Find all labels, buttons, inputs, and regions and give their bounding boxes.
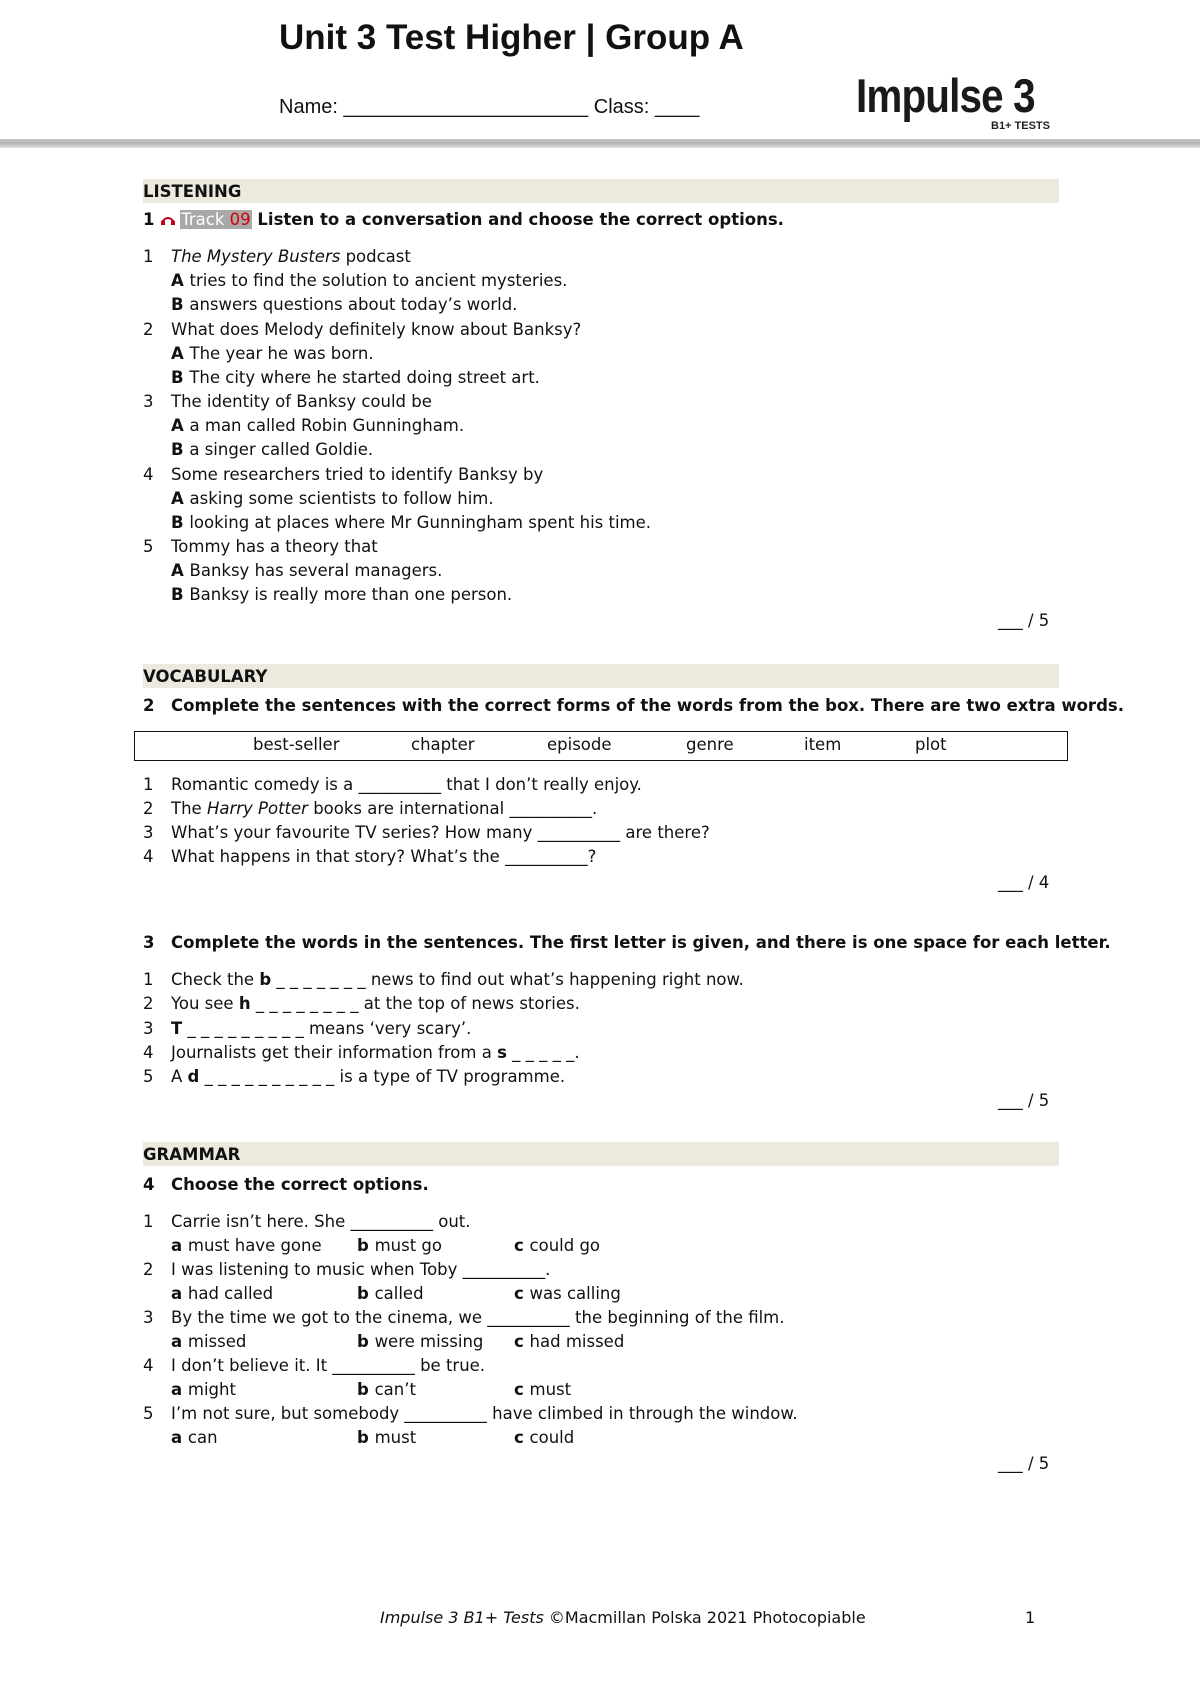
option-a[interactable] xyxy=(171,1234,322,1258)
item-text: Romantic comedy is a xyxy=(171,775,359,794)
option-text: The year he was born. xyxy=(189,343,374,363)
section-vocabulary xyxy=(143,664,1059,688)
footer xyxy=(380,1608,866,1627)
option-text: The city where he started doing street art. xyxy=(189,367,540,387)
footer-book-title: Impulse 3 B1+ Tests xyxy=(380,1608,544,1627)
item-text: that I don’t really enjoy. xyxy=(441,775,642,794)
section-listening xyxy=(143,179,1059,203)
logo-brand: Impulse 3 xyxy=(856,69,1035,122)
option-letter: b xyxy=(357,1332,375,1351)
item-text: You see xyxy=(171,994,239,1014)
first-letter: h xyxy=(238,994,251,1014)
item-stem: Tommy has a theory that xyxy=(171,537,378,556)
word-completion-item xyxy=(143,1017,471,1041)
item-stem: podcast xyxy=(340,247,411,266)
section-title: GRAMMAR xyxy=(143,1145,241,1164)
option-letter: A xyxy=(171,343,190,363)
exercise-number: 4 xyxy=(143,1175,155,1194)
item-number: 5 xyxy=(143,537,154,556)
option-text: might xyxy=(187,1380,236,1399)
option-b[interactable] xyxy=(171,293,517,317)
track-number: 09 xyxy=(229,210,251,229)
vocab-item xyxy=(143,797,597,821)
track-badge[interactable] xyxy=(180,210,251,229)
letter-gaps[interactable]: _ _ _ _ _ _ _ _ _ _ xyxy=(199,1067,335,1087)
item-stem: By the time we got to the cinema, we __________ the beginning of the film. xyxy=(171,1308,785,1327)
letter-gaps[interactable]: _ _ _ _ _ _ _ _ xyxy=(250,994,359,1014)
option-letter: b xyxy=(357,1284,375,1303)
item-number: 1 xyxy=(143,247,154,266)
option-text: missed xyxy=(187,1332,247,1351)
class-label: Class: xyxy=(593,96,650,118)
item-number: 3 xyxy=(143,823,154,842)
item-text: are there? xyxy=(620,823,710,842)
option-letter: a xyxy=(171,1428,188,1447)
score-listening: ___ / 5 xyxy=(998,611,1050,630)
name-blank: ______________________ xyxy=(343,96,589,118)
score-grammar: ___ / 5 xyxy=(998,1454,1050,1473)
page-number: 1 xyxy=(1025,1608,1036,1627)
option-b[interactable] xyxy=(357,1234,442,1258)
item-number: 2 xyxy=(143,799,154,818)
item-number: 4 xyxy=(143,1356,154,1375)
option-letter: b xyxy=(357,1236,375,1255)
item-text: A xyxy=(171,1067,188,1087)
instruction-text: Choose the correct options. xyxy=(171,1175,429,1194)
word-completion-item xyxy=(143,992,580,1016)
option-c[interactable] xyxy=(514,1330,624,1354)
vocab-item xyxy=(143,821,710,845)
option-a[interactable] xyxy=(171,559,442,583)
option-text: a man called Robin Gunningham. xyxy=(189,416,465,435)
listening-item xyxy=(143,463,543,487)
option-letter: b xyxy=(357,1380,375,1399)
listening-item xyxy=(143,390,432,414)
option-text: was calling xyxy=(529,1284,621,1303)
letter-gaps[interactable]: _ _ _ _ _ xyxy=(506,1042,575,1062)
grammar-item xyxy=(143,1306,785,1330)
section-title: VOCABULARY xyxy=(143,667,268,686)
item-number: 5 xyxy=(143,1404,154,1423)
option-a[interactable] xyxy=(171,1282,273,1306)
option-text: answers questions about today’s world. xyxy=(189,295,518,314)
item-title-italic: The Mystery Busters xyxy=(171,247,341,266)
vocab-item xyxy=(143,845,596,869)
word-box xyxy=(134,731,1068,761)
grammar-item xyxy=(143,1354,485,1378)
item-number: 2 xyxy=(143,319,154,339)
option-letter: a xyxy=(171,1380,188,1399)
item-number: 4 xyxy=(143,464,154,484)
name-label: Name: xyxy=(279,96,338,118)
option-text: can’t xyxy=(374,1380,416,1399)
grammar-item xyxy=(143,1210,471,1234)
impulse-logo xyxy=(856,70,1066,150)
first-letter: T xyxy=(171,1018,183,1038)
option-letter: c xyxy=(514,1284,530,1303)
option-letter: A xyxy=(171,271,190,290)
box-word: best-seller xyxy=(253,735,340,754)
option-b[interactable] xyxy=(171,438,373,462)
option-a[interactable] xyxy=(171,414,464,438)
exercise-3-instruction xyxy=(143,933,1111,952)
section-title: LISTENING xyxy=(143,182,242,201)
option-text: can xyxy=(187,1428,218,1447)
option-text: had called xyxy=(187,1284,274,1303)
name-class-line xyxy=(279,96,699,119)
item-text: at the top of news stories. xyxy=(358,994,580,1014)
option-b[interactable] xyxy=(357,1426,416,1450)
option-text: must xyxy=(529,1380,572,1399)
exercise-number: 1 xyxy=(143,210,155,229)
exercise-number: 3 xyxy=(143,933,155,952)
item-text: Journalists get their information from a xyxy=(171,1042,498,1062)
option-text: a singer called Goldie. xyxy=(189,440,374,459)
option-letter: c xyxy=(514,1332,530,1351)
option-b[interactable] xyxy=(357,1282,424,1306)
item-number: 2 xyxy=(143,994,154,1014)
box-word: chapter xyxy=(411,735,475,754)
option-text: were missing xyxy=(374,1332,484,1351)
option-b[interactable] xyxy=(171,511,651,535)
exercise-number: 2 xyxy=(143,696,155,715)
option-letter: c xyxy=(514,1428,530,1447)
option-c[interactable] xyxy=(514,1426,574,1450)
word-completion-item xyxy=(143,1041,580,1065)
option-letter: c xyxy=(514,1236,530,1255)
item-stem: I’m not sure, but somebody __________ have climbed in through the window. xyxy=(171,1404,798,1423)
option-c[interactable] xyxy=(514,1234,600,1258)
option-text: could xyxy=(529,1428,575,1447)
track-label: Track xyxy=(181,210,225,229)
item-number: 3 xyxy=(143,1308,154,1327)
item-number: 1 xyxy=(143,775,154,794)
letter-gaps[interactable]: _ _ _ _ _ _ _ _ _ xyxy=(182,1018,304,1038)
option-letter: b xyxy=(357,1428,375,1447)
option-text: called xyxy=(374,1284,424,1303)
item-text: The xyxy=(171,799,207,818)
letter-gaps[interactable]: _ _ _ _ _ _ _ xyxy=(271,970,366,989)
item-stem: Carrie isn’t here. She __________ out. xyxy=(171,1212,471,1231)
listening-item xyxy=(143,535,378,559)
answer-blank[interactable]: __________ xyxy=(537,823,621,842)
item-number: 4 xyxy=(143,1042,154,1062)
box-word: plot xyxy=(915,735,947,754)
item-stem: I was listening to music when Toby __________. xyxy=(171,1260,551,1279)
item-text: news to find out what’s happening right now. xyxy=(365,970,744,989)
option-text: asking some scientists to follow him. xyxy=(189,488,494,508)
score-vocabulary-3: ___ / 5 xyxy=(998,1091,1050,1110)
option-text: must go xyxy=(374,1236,442,1255)
item-text: means ‘very scary’. xyxy=(303,1018,472,1038)
option-text: Banksy has several managers. xyxy=(189,561,443,580)
option-a[interactable] xyxy=(171,487,494,511)
answer-blank[interactable]: __________ xyxy=(509,799,592,818)
option-letter: A xyxy=(171,416,190,435)
option-a[interactable] xyxy=(171,1330,246,1354)
answer-blank[interactable]: __________ xyxy=(505,847,588,866)
word-completion-item xyxy=(143,968,744,992)
header-rule xyxy=(0,139,1200,148)
item-text: . xyxy=(591,799,598,818)
item-stem: Some researchers tried to identify Banksy by xyxy=(171,464,544,484)
item-text: is a type of TV programme. xyxy=(334,1067,566,1087)
option-letter: B xyxy=(171,512,190,532)
item-number: 4 xyxy=(143,847,154,866)
option-letter: c xyxy=(514,1380,530,1399)
option-text: could go xyxy=(529,1236,601,1255)
option-letter: B xyxy=(171,585,190,604)
grammar-item xyxy=(143,1258,550,1282)
option-b[interactable] xyxy=(171,366,540,390)
item-text: books are international xyxy=(307,799,510,818)
item-text: ? xyxy=(587,847,597,866)
option-text: must have gone xyxy=(187,1236,322,1255)
item-stem: What does Melody definitely know about Banksy? xyxy=(171,319,582,339)
option-letter: A xyxy=(171,561,190,580)
item-number: 1 xyxy=(143,970,154,989)
option-b[interactable] xyxy=(171,583,512,607)
item-number: 3 xyxy=(143,392,154,411)
option-a[interactable] xyxy=(171,1426,218,1450)
option-text: Banksy is really more than one person. xyxy=(189,585,513,604)
instruction-text: Listen to a conversation and choose the correct options. xyxy=(257,210,784,229)
box-word: item xyxy=(804,735,842,754)
listening-item xyxy=(143,245,411,269)
option-letter: A xyxy=(171,488,190,508)
option-letter: B xyxy=(171,440,190,459)
page-title: Unit 3 Test Higher | Group A xyxy=(279,18,744,57)
option-c[interactable] xyxy=(514,1282,621,1306)
item-number: 2 xyxy=(143,1260,154,1279)
logo-subtitle: B1+ TESTS xyxy=(991,120,1050,132)
item-text: What’s your favourite TV series? How many xyxy=(171,823,538,842)
instruction-text: Complete the words in the sentences. The first letter is given, and there is one space for each letter. xyxy=(171,933,1111,952)
item-title-italic: Harry Potter xyxy=(206,799,308,818)
first-letter: b xyxy=(259,970,272,989)
item-number: 3 xyxy=(143,1018,154,1038)
listening-item xyxy=(143,318,581,342)
exercise-1-instruction xyxy=(143,210,784,229)
option-b[interactable] xyxy=(357,1330,483,1354)
exercise-4-instruction xyxy=(143,1175,429,1194)
item-stem: The identity of Banksy could be xyxy=(171,392,432,411)
option-b[interactable] xyxy=(357,1378,416,1402)
option-letter: a xyxy=(171,1284,188,1303)
item-stem: I don’t believe it. It __________ be true. xyxy=(171,1356,486,1375)
box-word: episode xyxy=(547,735,612,754)
option-a[interactable] xyxy=(171,269,567,293)
option-letter: B xyxy=(171,295,190,314)
item-number: 1 xyxy=(143,1212,154,1231)
first-letter: s xyxy=(497,1042,507,1062)
option-a[interactable] xyxy=(171,1378,236,1402)
option-text: looking at places where Mr Gunningham spent his time. xyxy=(189,512,652,532)
answer-blank[interactable]: __________ xyxy=(358,775,441,794)
box-word: genre xyxy=(686,735,734,754)
option-c[interactable] xyxy=(514,1378,571,1402)
item-text: What happens in that story? What’s the xyxy=(171,847,506,866)
option-letter: B xyxy=(171,367,190,387)
exercise-2-instruction xyxy=(143,696,1124,715)
option-text: had missed xyxy=(529,1332,625,1351)
instruction-text: Complete the sentences with the correct forms of the words from the box. There are two extra words. xyxy=(171,696,1124,715)
option-letter: a xyxy=(171,1236,188,1255)
score-vocabulary-2: ___ / 4 xyxy=(998,873,1050,892)
vocab-item xyxy=(143,773,642,797)
word-completion-item xyxy=(143,1065,565,1089)
section-grammar xyxy=(143,1142,1059,1166)
option-text: tries to find the solution to ancient mysteries. xyxy=(189,271,568,290)
item-number: 5 xyxy=(143,1067,154,1087)
class-blank: ____ xyxy=(654,96,700,118)
first-letter: d xyxy=(187,1067,200,1087)
option-text: must xyxy=(374,1428,417,1447)
footer-copyright: ©Macmillan Polska 2021 Photocopiable xyxy=(543,1608,866,1627)
option-letter: a xyxy=(171,1332,188,1351)
option-a[interactable] xyxy=(171,342,374,366)
item-text: Check the xyxy=(171,970,260,989)
headphones-icon xyxy=(160,214,176,226)
item-text: . xyxy=(574,1042,580,1062)
grammar-item xyxy=(143,1402,798,1426)
